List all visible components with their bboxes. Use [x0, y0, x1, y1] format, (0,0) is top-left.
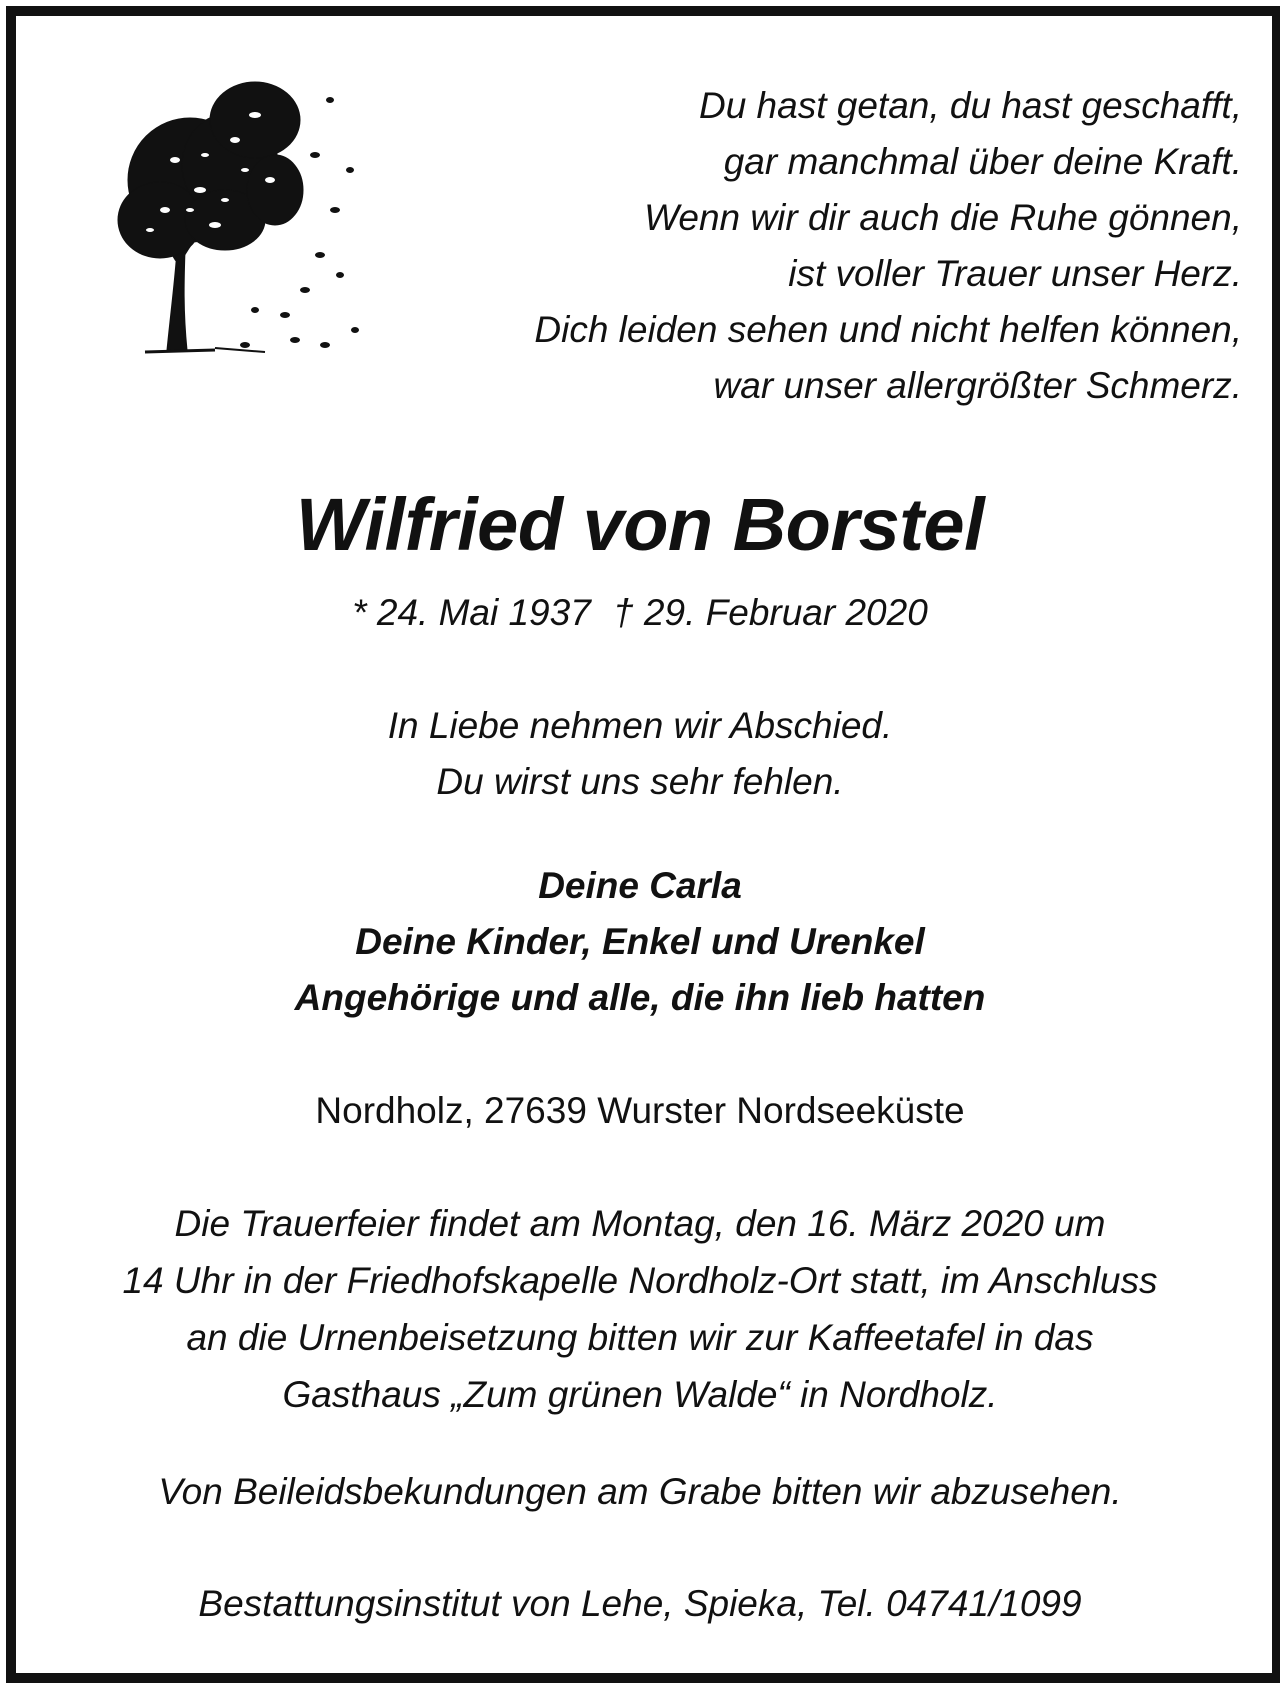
condolence-note: Von Beileidsbekundungen am Grabe bitten wir abzusehen. [158, 1471, 1122, 1512]
ceremony-line: 14 Uhr in der Friedhofskapelle Nordholz-Ort statt, im Anschluss [122, 1260, 1158, 1301]
undertaker-info: Bestattungsinstitut von Lehe, Spieka, Tel. 04741/1099 [198, 1583, 1082, 1624]
poem-verse [534, 78, 1242, 414]
place-line: Nordholz, 27639 Wurster Nordseeküste [315, 1090, 965, 1131]
birth-date: * 24. Mai 1937 [352, 592, 591, 633]
farewell-line: Du wirst uns sehr fehlen. [436, 761, 844, 802]
mourner-line: Deine Carla [538, 865, 742, 906]
farewell-line: In Liebe nehmen wir Abschied. [387, 705, 893, 746]
deceased-name: Wilfried von Borstel [295, 483, 985, 566]
ceremony-line: Die Trauerfeier findet am Montag, den 16. März 2020 um [174, 1203, 1106, 1244]
mourner-line: Angehörige und alle, die ihn lieb hatten [294, 977, 986, 1018]
verse-line: Dich leiden sehen und nicht helfen können, [534, 309, 1242, 350]
mourners-list [0, 858, 1280, 1026]
life-dates [0, 588, 1280, 638]
verse-line: ist voller Trauer unser Herz. [788, 253, 1242, 294]
verse-line: Wenn wir dir auch die Ruhe gönnen, [644, 197, 1242, 238]
verse-line: gar manchmal über deine Kraft. [723, 141, 1242, 182]
ceremony-line: an die Urnenbeisetzung bitten wir zur Kaffeetafel in das [186, 1317, 1094, 1358]
ceremony-notice [0, 1195, 1280, 1423]
farewell-message [0, 698, 1280, 810]
mourner-line: Deine Kinder, Enkel und Urenkel [355, 921, 925, 962]
ceremony-line: Gasthaus „Zum grünen Walde“ in Nordholz. [282, 1374, 998, 1415]
death-date: † 29. Februar 2020 [613, 592, 928, 633]
verse-line: war unser allergrößter Schmerz. [713, 365, 1242, 406]
verse-line: Du hast getan, du hast geschafft, [698, 85, 1242, 126]
tree-with-falling-leaves-icon [105, 60, 385, 400]
